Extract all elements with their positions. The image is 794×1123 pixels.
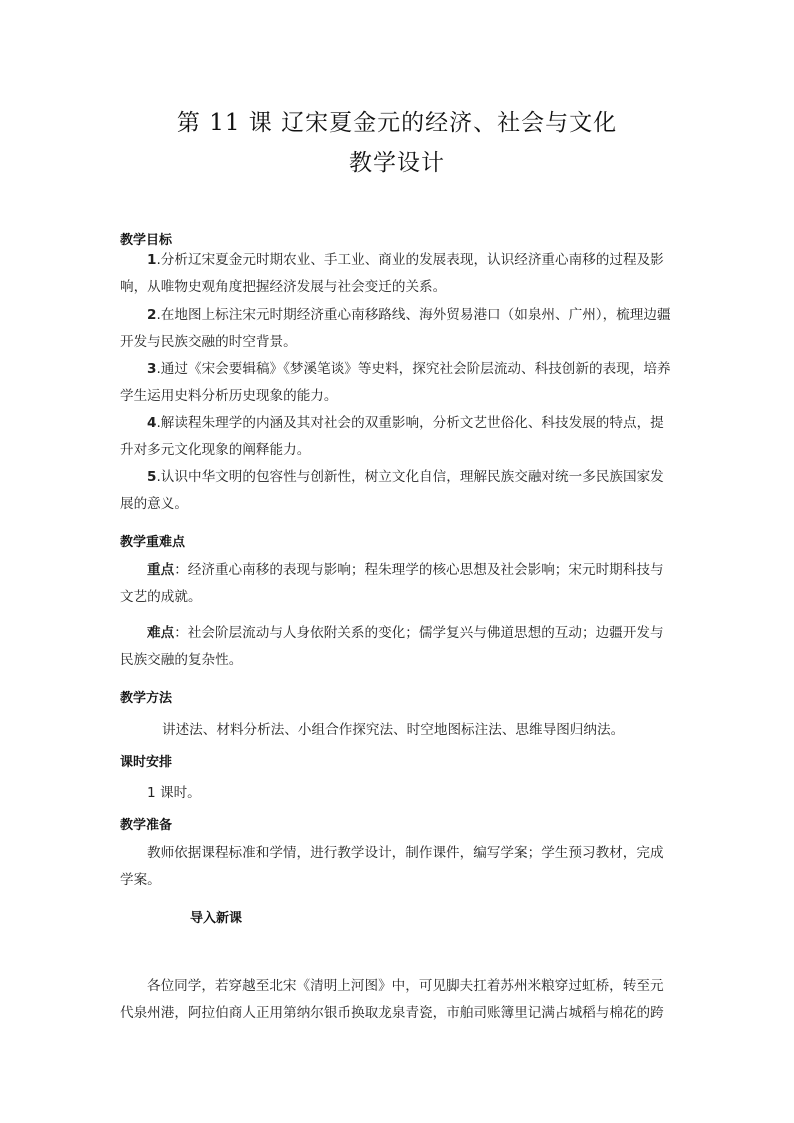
lesson-subtitle: 教学设计 (349, 150, 445, 176)
objective-4 (120, 410, 676, 464)
objective-number: 2 (147, 307, 157, 323)
methods-heading: 教学方法 (120, 691, 173, 706)
key-difficult-heading: 教学重难点 (120, 535, 186, 550)
objective-number: 4 (147, 415, 157, 431)
intro-heading: 导入新课 (190, 911, 243, 926)
objective-5 (120, 464, 676, 518)
key-points (120, 557, 676, 611)
objectives-heading: 教学目标 (120, 233, 173, 248)
intro-text (120, 973, 676, 1027)
schedule-heading: 课时安排 (120, 755, 173, 770)
prep-text (120, 840, 676, 894)
difficult-points (120, 620, 676, 674)
objective-3 (120, 356, 676, 410)
objective-text: .在地图上标注宋元时期经济重心南移路线、海外贸易港口（如泉州、广州），梳理边疆开发与民族交融的时空背景。 (120, 307, 671, 350)
intro-body: 各位同学，若穿越至北宋《清明上河图》中，可见脚夫扛着苏州米粮穿过虹桥，转至元代泉州港，阿拉伯商人正用第纳尔银币换取龙泉青瓷，市舶司账簿里记满占城稻与棉花的跨 (120, 978, 664, 1021)
objective-number: 3 (147, 361, 157, 377)
objective-text: .通过《宋会要辑稿》《梦溪笔谈》等史料，探究社会阶层流动、科技创新的表现，培养学生运用史料分析历史现象的能力。 (120, 361, 671, 404)
difficult-label: 难点 (147, 625, 175, 641)
difficult-text: ：社会阶层流动与人身依附关系的变化；儒学复兴与佛道思想的互动；边疆开发与民族交融的复杂性。 (120, 625, 664, 668)
schedule-text: 1 课时。 (147, 785, 201, 801)
prep-body: 教师依据课程标准和学情，进行教学设计，制作课件，编写学案；学生预习教材，完成学案。 (120, 845, 664, 888)
objective-text: .分析辽宋夏金元时期农业、手工业、商业的发展表现，认识经济重心南移的过程及影响，从唯物史观角度把握经济发展与社会变迁的关系。 (120, 252, 664, 295)
objective-2 (120, 302, 676, 356)
methods-text: 讲述法、材料分析法、小组合作探究法、时空地图标注法、思维导图归纳法。 (162, 722, 625, 738)
key-points-label: 重点 (147, 562, 175, 578)
key-points-text: ：经济重心南移的表现与影响；程朱理学的核心思想及社会影响；宋元时期科技与文艺的成就。 (120, 562, 664, 605)
objective-number: 1 (147, 252, 157, 268)
lesson-title: 第 11 课 辽宋夏金元的经济、社会与文化 (176, 110, 618, 136)
objective-number: 5 (147, 469, 157, 485)
objective-1 (120, 247, 676, 301)
prep-heading: 教学准备 (120, 818, 173, 833)
objective-text: .解读程朱理学的内涵及其对社会的双重影响，分析文艺世俗化、科技发展的特点，提升对多元文化现象的阐释能力。 (120, 415, 664, 458)
objective-text: .认识中华文明的包容性与创新性，树立文化自信，理解民族交融对统一多民族国家发展的意义。 (120, 469, 664, 512)
